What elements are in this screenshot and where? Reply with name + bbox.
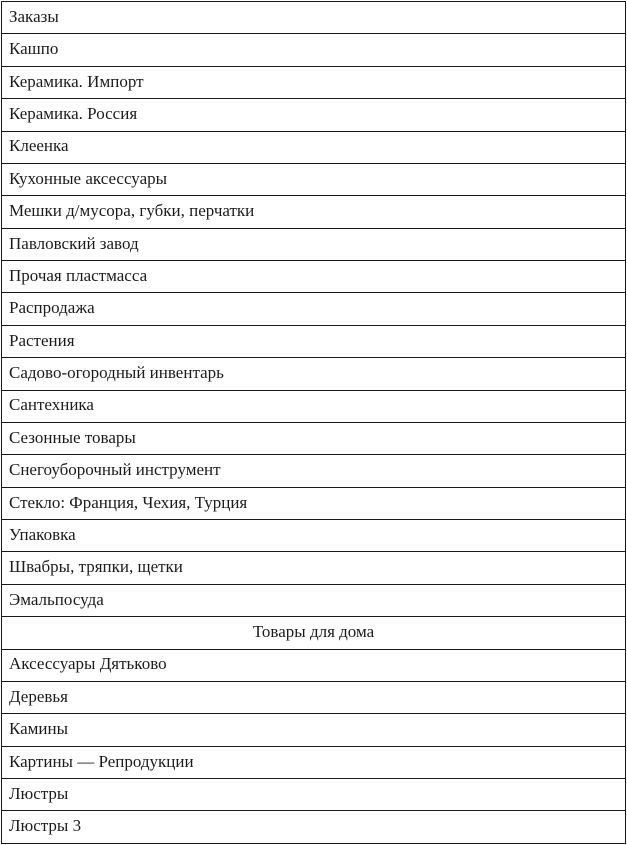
table-row bbox=[2, 99, 626, 131]
category-cell[interactable]: Прочая пластмасса bbox=[2, 261, 626, 293]
table-row bbox=[2, 455, 626, 487]
category-cell[interactable]: Сантехника bbox=[2, 390, 626, 422]
category-cell[interactable]: Мешки д/мусора, губки, перчатки bbox=[2, 196, 626, 228]
table-row bbox=[2, 487, 626, 519]
table-row bbox=[2, 649, 626, 681]
category-cell[interactable]: Керамика. Импорт bbox=[2, 66, 626, 98]
section-header-cell: Товары для дома bbox=[2, 617, 626, 649]
table-row bbox=[2, 131, 626, 163]
category-cell[interactable]: Клеенка bbox=[2, 131, 626, 163]
category-cell[interactable]: Картины — Репродукции bbox=[2, 746, 626, 778]
category-cell[interactable]: Камины bbox=[2, 714, 626, 746]
table-row bbox=[2, 681, 626, 713]
category-cell[interactable]: Снегоуборочный инструмент bbox=[2, 455, 626, 487]
table-row bbox=[2, 746, 626, 778]
category-cell[interactable]: Керамика. Россия bbox=[2, 99, 626, 131]
table-row bbox=[2, 811, 626, 844]
table-row bbox=[2, 196, 626, 228]
table-row bbox=[2, 66, 626, 98]
category-cell[interactable]: Деревья bbox=[2, 681, 626, 713]
category-cell[interactable]: Швабры, тряпки, щетки bbox=[2, 552, 626, 584]
category-cell[interactable]: Стекло: Франция, Чехия, Турция bbox=[2, 487, 626, 519]
table-row bbox=[2, 422, 626, 454]
category-table-body bbox=[2, 2, 626, 844]
category-cell[interactable]: Сезонные товары bbox=[2, 422, 626, 454]
table-row bbox=[2, 390, 626, 422]
table-row bbox=[2, 2, 626, 34]
category-cell[interactable]: Упаковка bbox=[2, 520, 626, 552]
table-row bbox=[2, 293, 626, 325]
table-row bbox=[2, 358, 626, 390]
category-cell[interactable]: Распродажа bbox=[2, 293, 626, 325]
table-row bbox=[2, 261, 626, 293]
table-row bbox=[2, 552, 626, 584]
table-row bbox=[2, 520, 626, 552]
table-row bbox=[2, 325, 626, 357]
category-cell[interactable]: Эмальпосуда bbox=[2, 584, 626, 616]
table-row bbox=[2, 714, 626, 746]
category-cell[interactable]: Садово-огородный инвентарь bbox=[2, 358, 626, 390]
category-cell[interactable]: Аксессуары Дятьково bbox=[2, 649, 626, 681]
table-row bbox=[2, 779, 626, 811]
table-row bbox=[2, 228, 626, 260]
table-row bbox=[2, 617, 626, 649]
category-cell[interactable]: Кухонные аксессуары bbox=[2, 163, 626, 195]
table-row bbox=[2, 34, 626, 66]
category-cell[interactable]: Заказы bbox=[2, 2, 626, 34]
category-cell[interactable]: Кашпо bbox=[2, 34, 626, 66]
category-cell[interactable]: Люстры bbox=[2, 779, 626, 811]
table-row bbox=[2, 163, 626, 195]
category-cell[interactable]: Люстры 3 bbox=[2, 811, 626, 844]
table-row bbox=[2, 584, 626, 616]
category-table bbox=[1, 1, 626, 844]
category-cell[interactable]: Павловский завод bbox=[2, 228, 626, 260]
category-cell[interactable]: Растения bbox=[2, 325, 626, 357]
